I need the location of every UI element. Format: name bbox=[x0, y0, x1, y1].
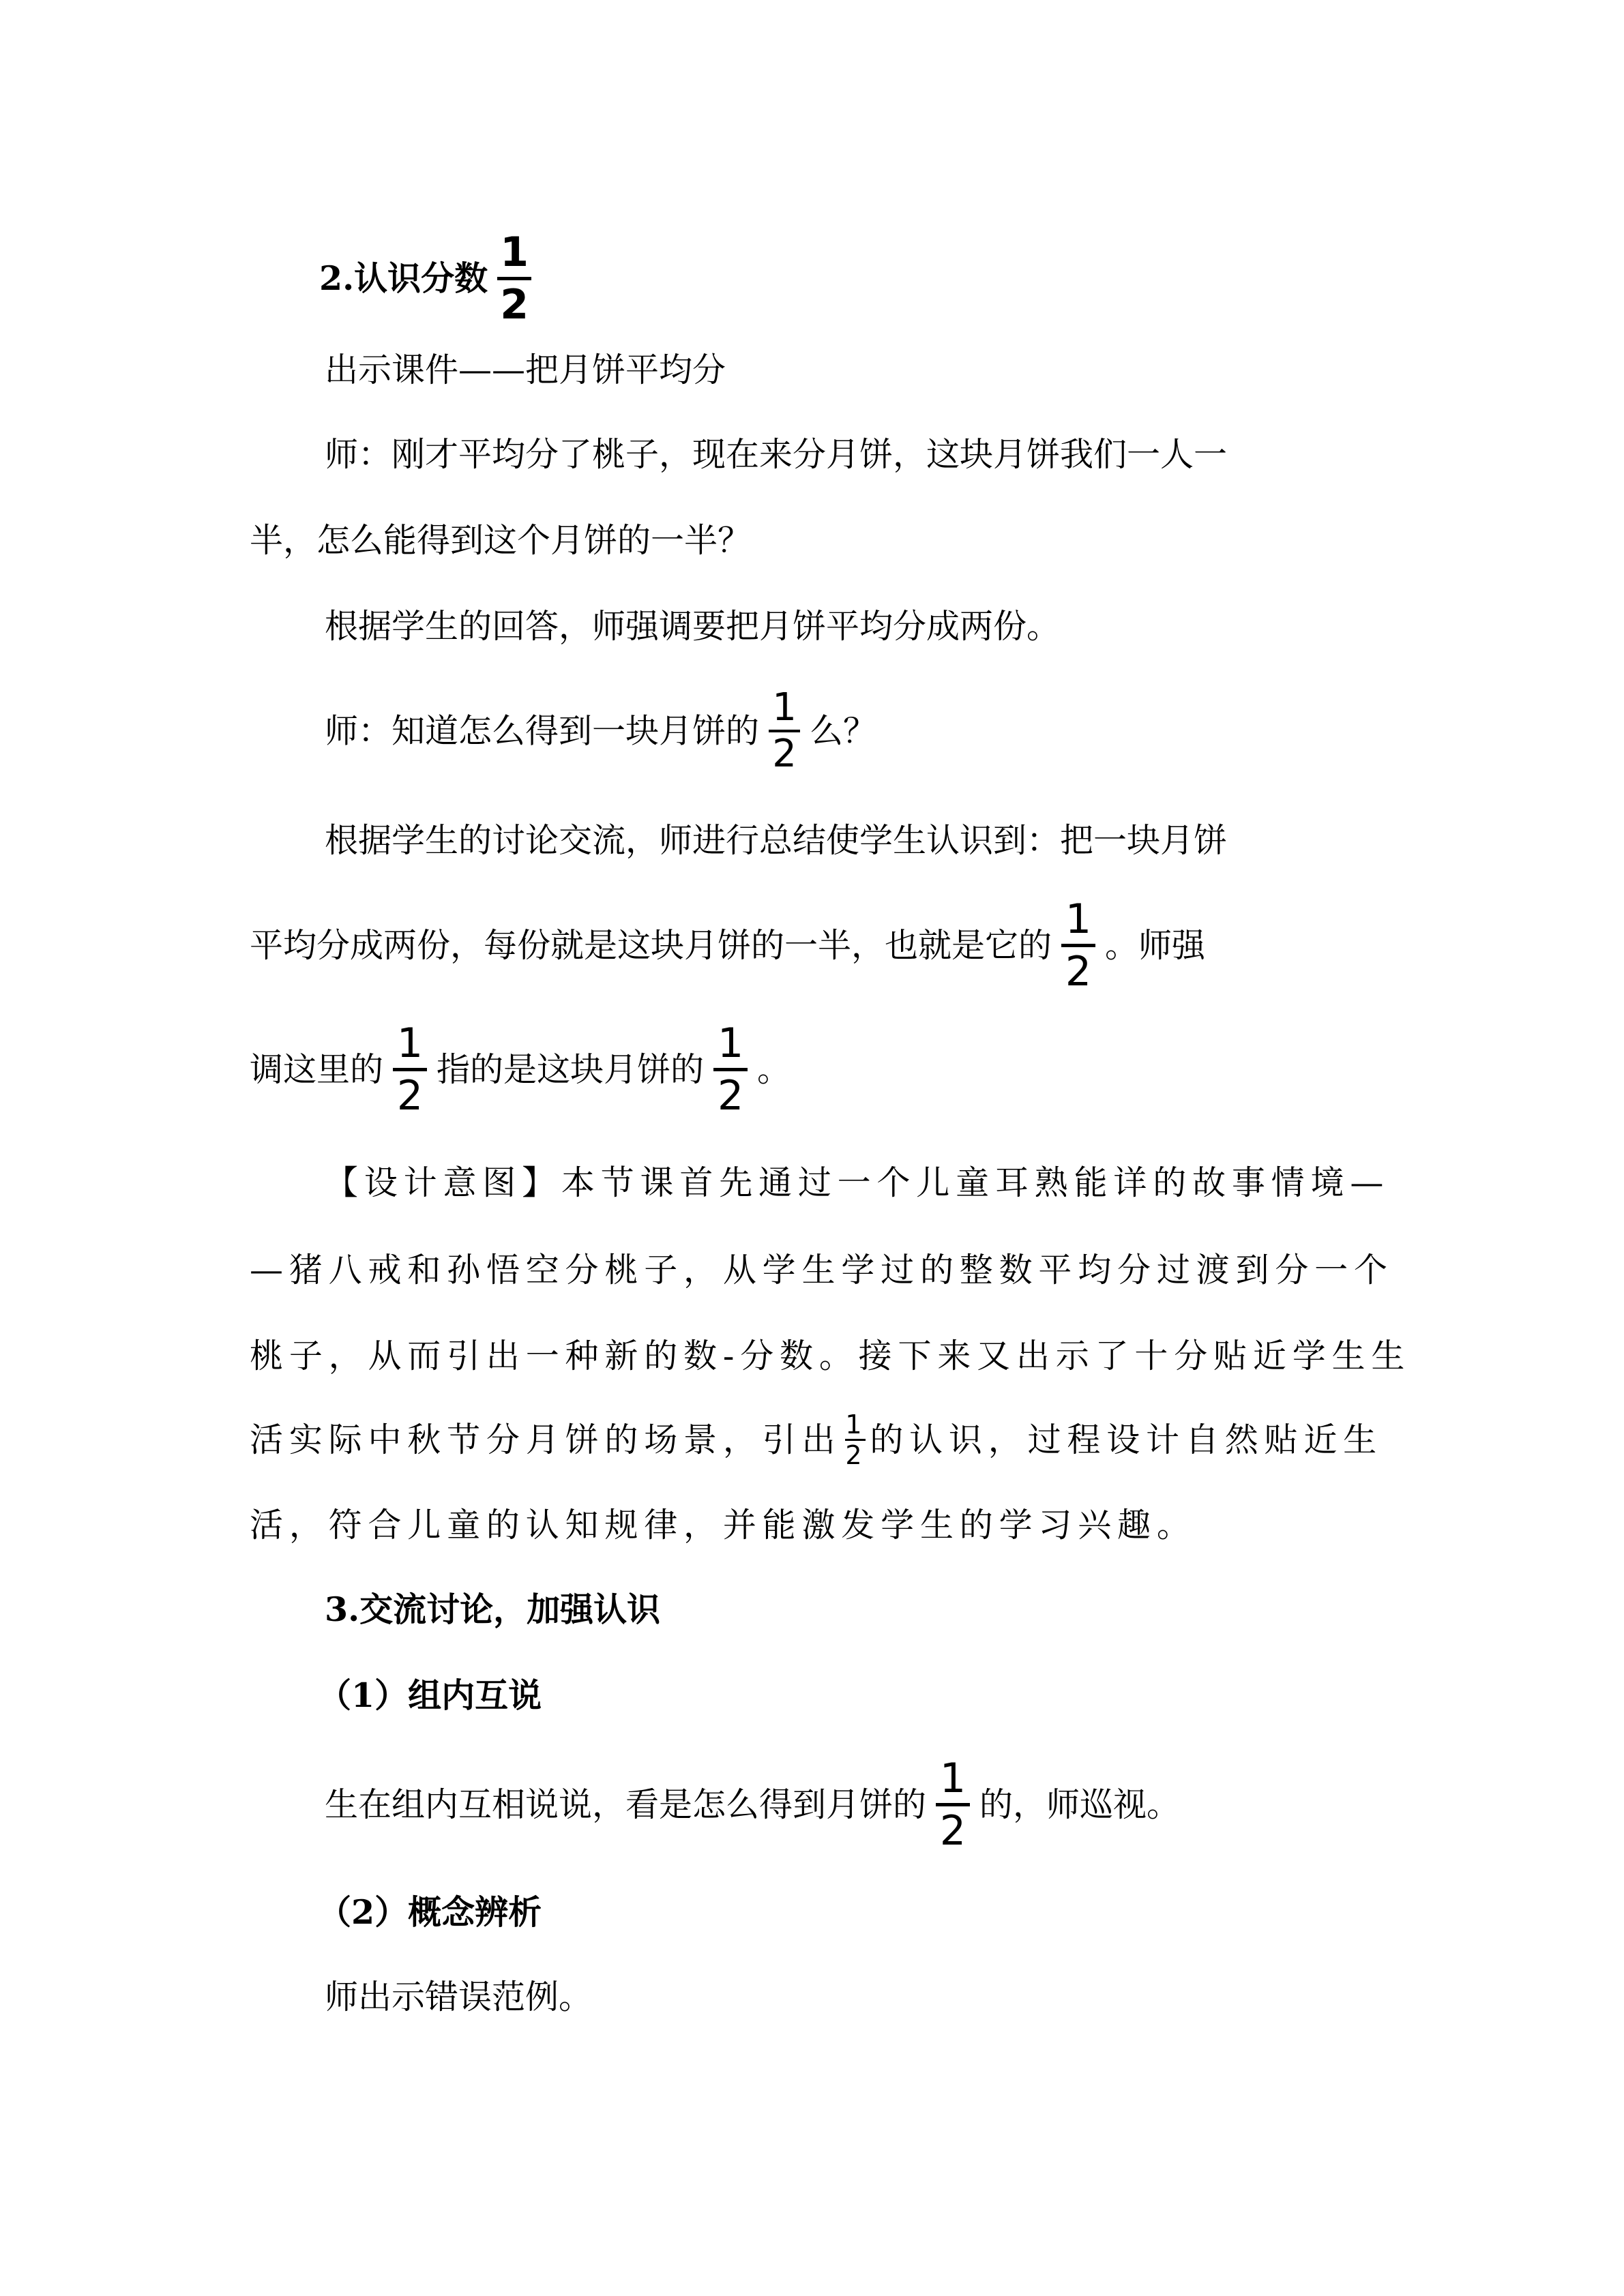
paragraph-discussion-line-3: 调这里的 1 2 指的是这块月饼的 1 2 。 bbox=[250, 1019, 791, 1120]
fraction-one-half: $\frac{1}{2}$ bbox=[845, 1410, 868, 1470]
section-2-title: 2.认识分数 bbox=[319, 258, 488, 298]
paragraph-discussion-line-1: 根据学生的讨论交流，师进行总结使学生认识到：把一块月饼 bbox=[325, 821, 1228, 860]
fraction-one-half: 1 2 bbox=[1061, 899, 1095, 992]
fraction-one-half: 1 2 bbox=[393, 1023, 427, 1116]
fraction-one-half: 1 2 bbox=[936, 1758, 970, 1851]
design-intent-line-3: 桃子，从而引出一种新的数-分数。接下来又出示了十分贴近学生生 bbox=[250, 1337, 1411, 1375]
fraction-one-half: 1 2 bbox=[713, 1023, 748, 1116]
design-intent-line-4: 活实际中秋节分月饼的场景，引出 $\frac{1}{2}$ 的认识，过程设计自然贴近生 bbox=[250, 1410, 1383, 1470]
paragraph-teacher-1-line-1: 师：刚才平均分了桃子，现在来分月饼，这块月饼我们一人一 bbox=[325, 435, 1228, 474]
fraction-one-half: $\frac{1}{2}$ bbox=[769, 689, 800, 773]
fraction-one-half: 1 2 bbox=[497, 232, 531, 325]
paragraph-discussion-line-2: 平均分成两份，每份就是这块月饼的一半，也就是它的 1 2 。师强 bbox=[250, 895, 1206, 996]
subsection-3-1-text: 生在组内互相说说，看是怎么得到月饼的 1 2 的，师巡视。 bbox=[325, 1755, 1181, 1855]
design-intent-line-1: 【设计意图】本节课首先通过一个儿童耳熟能详的故事情境— bbox=[325, 1163, 1390, 1202]
subsection-3-2-heading: （2）概念辨析 bbox=[318, 1892, 542, 1932]
paragraph-teacher-2: 师：知道怎么得到一块月饼的 $\frac{1}{2}$ 么？ bbox=[325, 685, 877, 776]
paragraph-show-courseware: 出示课件——把月饼平均分 bbox=[325, 351, 726, 389]
subsection-3-1-heading: （1）组内互说 bbox=[318, 1675, 542, 1715]
paragraph-teacher-1-line-2: 半，怎么能得到这个月饼的一半？ bbox=[250, 521, 752, 560]
section-2-heading bbox=[319, 228, 541, 329]
paragraph-student-answer: 根据学生的回答，师强调要把月饼平均分成两份。 bbox=[325, 607, 1061, 646]
subsection-3-2-text: 师出示错误范例。 bbox=[325, 1978, 593, 2016]
design-intent-line-5: 活，符合儿童的认知规律，并能激发学生的学习兴趣。 bbox=[250, 1506, 1196, 1545]
section-3-heading: 3.交流讨论，加强认识 bbox=[325, 1590, 661, 1629]
design-intent-line-2: —猪八戒和孙悟空分桃子，从学生学过的整数平均分过渡到分一个 bbox=[250, 1251, 1393, 1289]
